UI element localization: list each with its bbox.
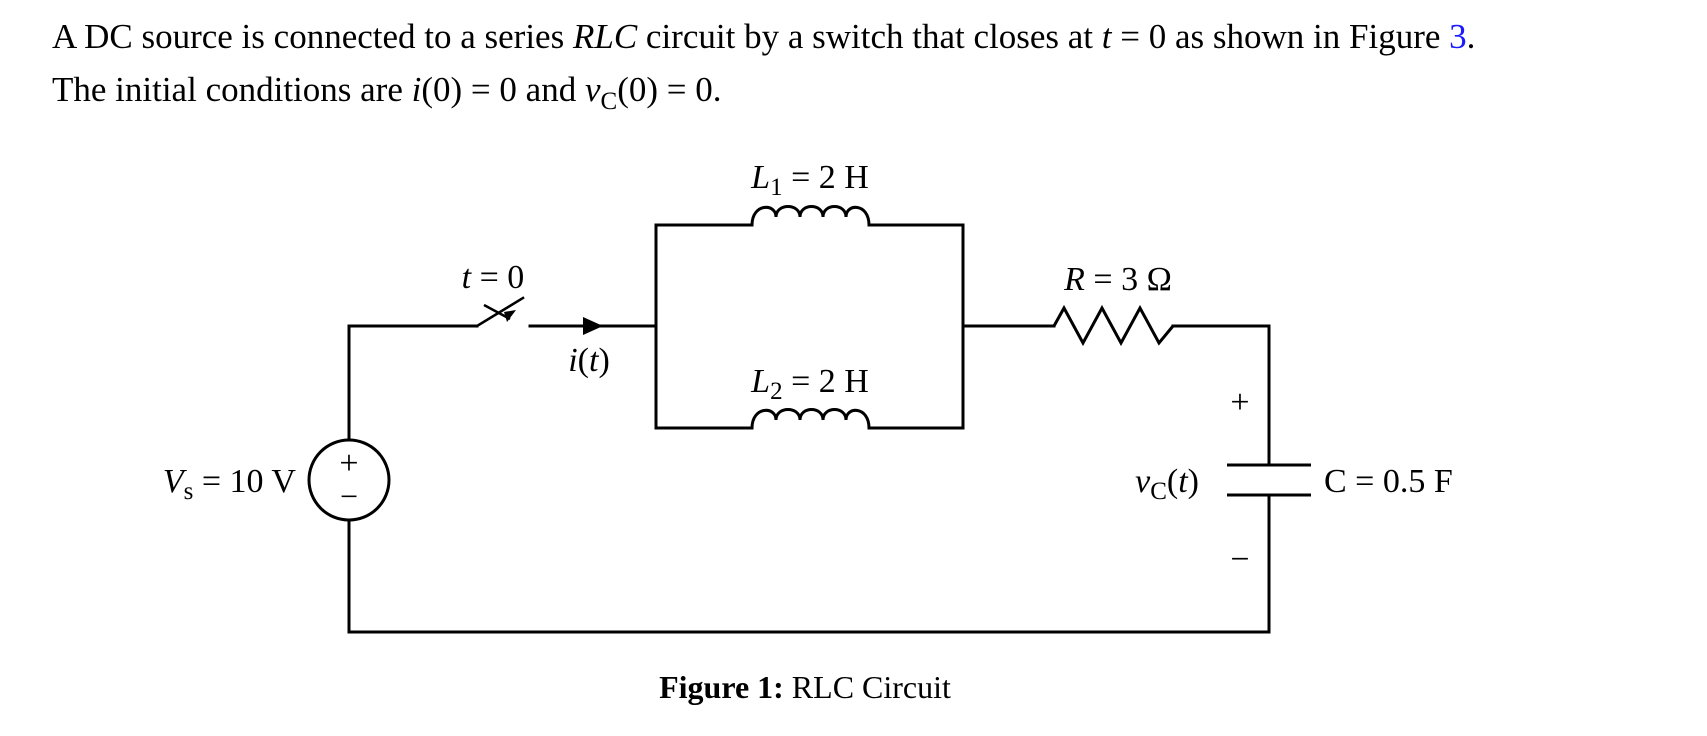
var-i: i bbox=[411, 70, 422, 109]
var-v: v bbox=[584, 70, 601, 109]
inductor-l2-icon bbox=[752, 410, 869, 429]
caption-text: RLC Circuit bbox=[791, 669, 951, 705]
switch-blade bbox=[477, 298, 523, 326]
figure-caption bbox=[0, 669, 1610, 706]
source-label: $V_s = 10$ V bbox=[162, 463, 296, 505]
caption-prefix: Figure 1: bbox=[659, 669, 784, 705]
current-label: i(t) bbox=[568, 342, 610, 379]
var-rlc: RLC bbox=[572, 17, 638, 56]
inductor-l1-label: $L_1 = 2$ H bbox=[751, 159, 869, 201]
source-minus-sign: − bbox=[339, 478, 359, 514]
inductor-l1-icon bbox=[752, 207, 869, 226]
capacitor-voltage-label: $v_C(t)$ bbox=[1135, 463, 1199, 505]
current-arrow-icon bbox=[583, 317, 603, 335]
resistor-label: R = 3 Ω bbox=[1064, 261, 1172, 298]
switch-arrowhead bbox=[504, 310, 516, 322]
statement-line-2: The initial conditions are i(0) = 0 and $v_C(0) = 0$. bbox=[52, 70, 722, 115]
capacitor-label: C = 0.5 F bbox=[1324, 463, 1453, 500]
figure-reference-link[interactable]: 3 bbox=[1449, 17, 1467, 56]
capacitor-minus-sign: − bbox=[1230, 541, 1250, 578]
var-t: t bbox=[1101, 17, 1112, 56]
source-plus-sign: + bbox=[339, 445, 359, 482]
switch-label: t = 0 bbox=[461, 259, 525, 296]
statement-line-1: A DC source is connected to a series RLC circuit by a switch that closes at t = 0 as shown in Figure 3. bbox=[52, 17, 1476, 56]
capacitor-plus-sign: + bbox=[1230, 384, 1250, 421]
resistor-icon bbox=[1054, 308, 1173, 343]
inductor-l2-label: $L_2 = 2$ H bbox=[751, 363, 869, 405]
